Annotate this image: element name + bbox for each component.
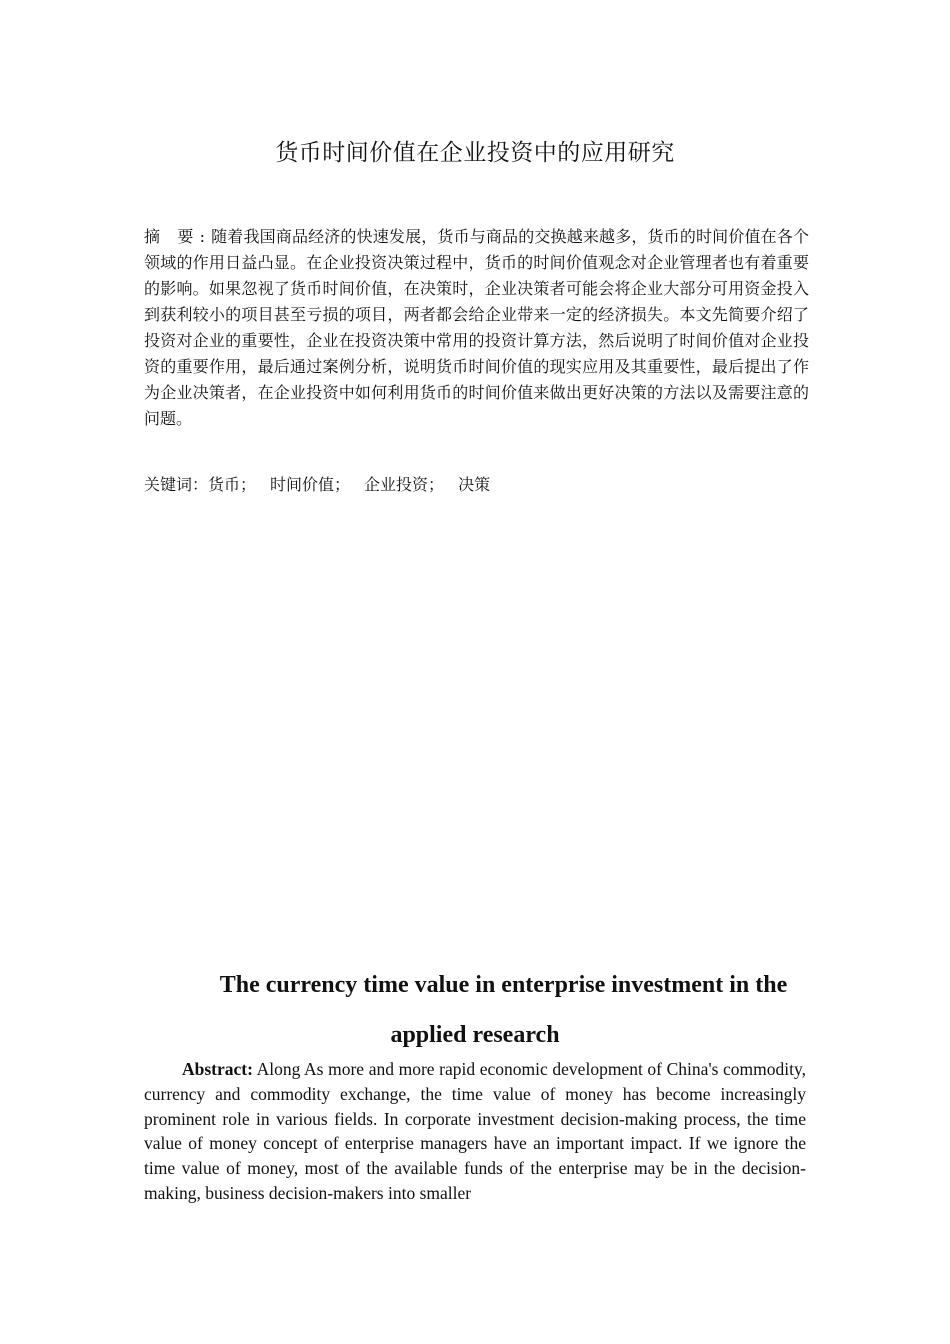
english-abstract-label: Abstract: <box>182 1059 253 1079</box>
english-abstract <box>144 1057 806 1206</box>
chinese-keywords <box>144 472 809 498</box>
english-title-line2: applied research <box>390 1022 560 1048</box>
english-title-line1: The currency time value in enterprise investment in the <box>219 972 788 998</box>
english-abstract-text: Along As more and more rapid economic development of China's commodity, currency and commodity exchange, the time value of money has become increasingly prominent role in various fields. In corporate investment decision-making process, the time value of money concept of enterprise managers have an important impact. If we ignore the time value of money, most of the available funds of the enterprise may be in the decision-making, business decision-makers into smaller <box>144 1059 806 1203</box>
keyword: 企业投资； <box>364 475 445 494</box>
chinese-abstract-label: 摘 要: <box>144 227 211 246</box>
chinese-abstract <box>144 224 809 432</box>
chinese-abstract-text: 随着我国商品经济的快速发展，货币与商品的交换越来越多，货币的时间价值在各个领域的作用日益凸显。在企业投资决策过程中，货币的时间价值观念对企业管理者也有着重要的影响。如果忽视了货币时间价值，在决策时，企业决策者可能会将企业大部分可用资金投入到获利较小的项目甚至亏损的项目，两者都会给企业带来一定的经济损失。本文先简要介绍了投资对企业的重要性，企业在投资决策中常用的投资计算方法，然后说明了时间价值对企业投资的重要作用，最后通过案例分析，说明货币时间价值的现实应用及其重要性，最后提出了作为企业决策者，在企业投资中如何利用货币的时间价值来做出更好决策的方法以及需要注意的问题。 <box>144 227 809 428</box>
english-title <box>144 960 806 1060</box>
keyword: 决策 <box>458 475 491 494</box>
chinese-keywords-label: 关键词： <box>144 475 209 494</box>
keyword: 时间价值； <box>270 475 351 494</box>
chinese-title: 货币时间价值在企业投资中的应用研究 <box>275 140 675 166</box>
keyword: 货币； <box>208 475 257 494</box>
